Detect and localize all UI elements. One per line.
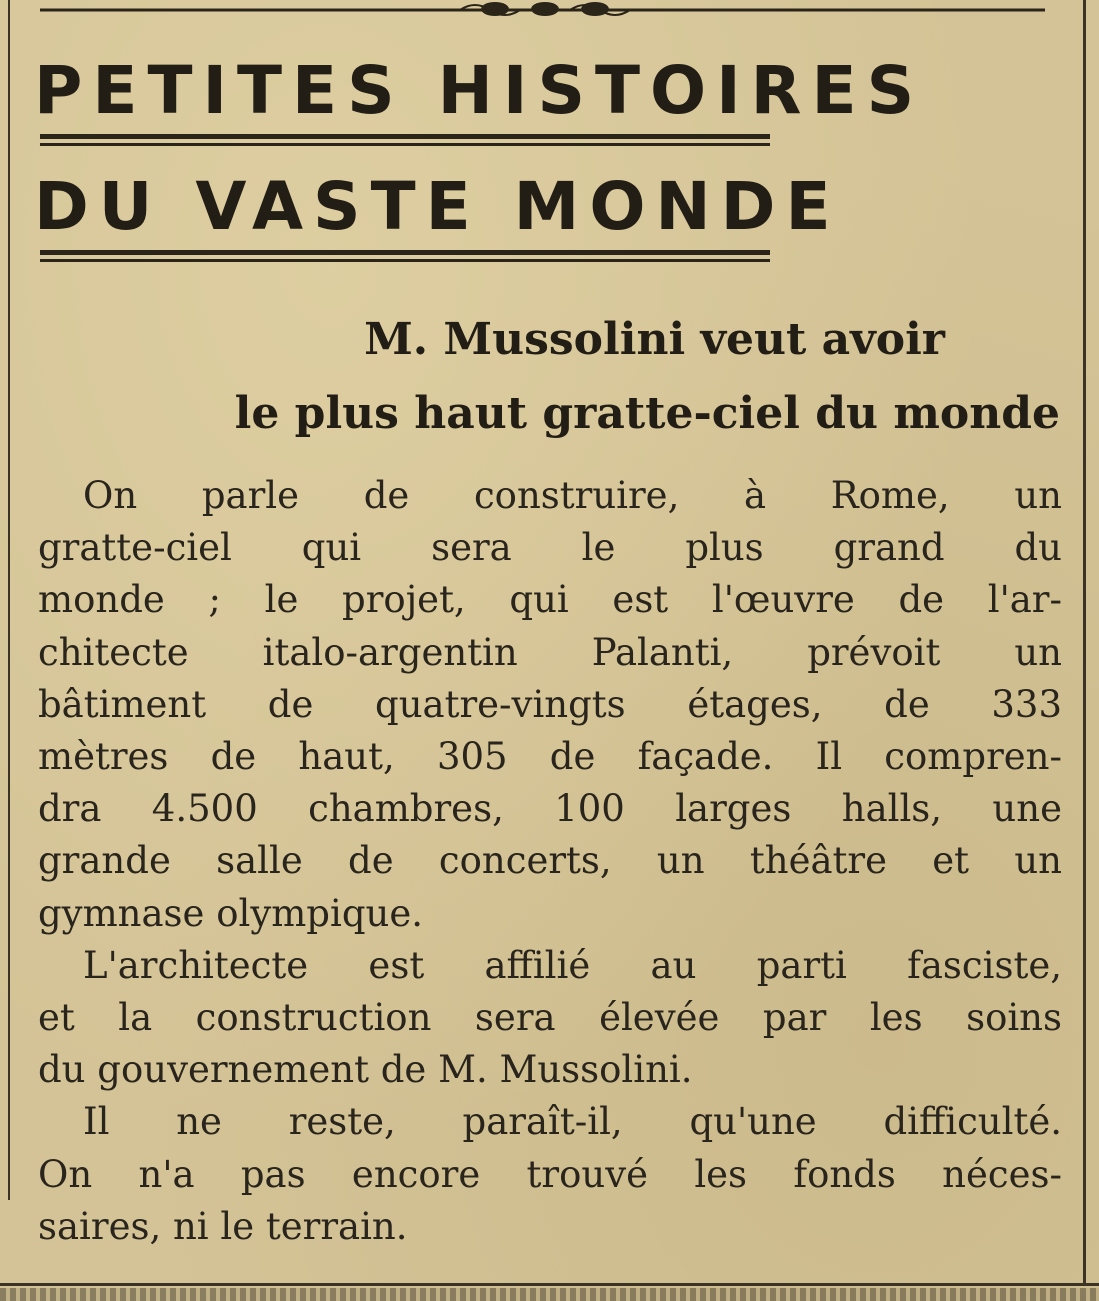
article-line: On n'a pas encore trouvé les fonds néces-: [38, 1152, 1062, 1196]
article-line: L'architecte est affilié au parti fasciste,: [83, 943, 1062, 987]
article-line: gratte-ciel qui sera le plus grand du: [38, 526, 1062, 570]
article-line: dra 4.500 chambres, 100 larges halls, une: [38, 787, 1062, 831]
article-line: saires, ni le terrain.: [38, 1204, 408, 1248]
heading-rule-1: [40, 134, 770, 146]
section-heading-line-2: DU VASTE MONDE: [34, 168, 841, 245]
section-heading-line-1: PETITES HISTOIRES: [34, 52, 925, 129]
article-line: On parle de construire, à Rome, un: [83, 474, 1062, 517]
heading-rule-2: [40, 250, 770, 262]
article-line: mètres de haut, 305 de façade. Il compren-: [38, 735, 1062, 779]
article-line: gymnase olympique.: [38, 891, 423, 935]
article-body: [38, 470, 1062, 1253]
bottom-print-strip: [0, 1288, 1099, 1301]
left-column-rule: [8, 0, 10, 1200]
article-line: et la construction sera élevée par les soins: [38, 996, 1062, 1040]
right-column-rule: [1083, 0, 1086, 1285]
article-line: monde ; le projet, qui est l'œuvre de l'ar-: [38, 578, 1062, 622]
article-line: grande salle de concerts, un théâtre et un: [38, 839, 1062, 883]
bottom-rule: [0, 1283, 1099, 1286]
article-line: du gouvernement de M. Mussolini.: [38, 1048, 693, 1092]
article-line: Il ne reste, paraît-il, qu'une difficulté.: [83, 1100, 1062, 1144]
article-title-line-1: M. Mussolini veut avoir: [364, 314, 945, 365]
article-title-line-2: le plus haut gratte-ciel du monde: [234, 388, 1060, 439]
article-line: chitecte italo-argentin Palanti, prévoit un: [38, 630, 1062, 674]
top-ornament-icon: [40, 0, 1050, 22]
article-line: bâtiment de quatre-vingts étages, de 333: [38, 682, 1062, 726]
